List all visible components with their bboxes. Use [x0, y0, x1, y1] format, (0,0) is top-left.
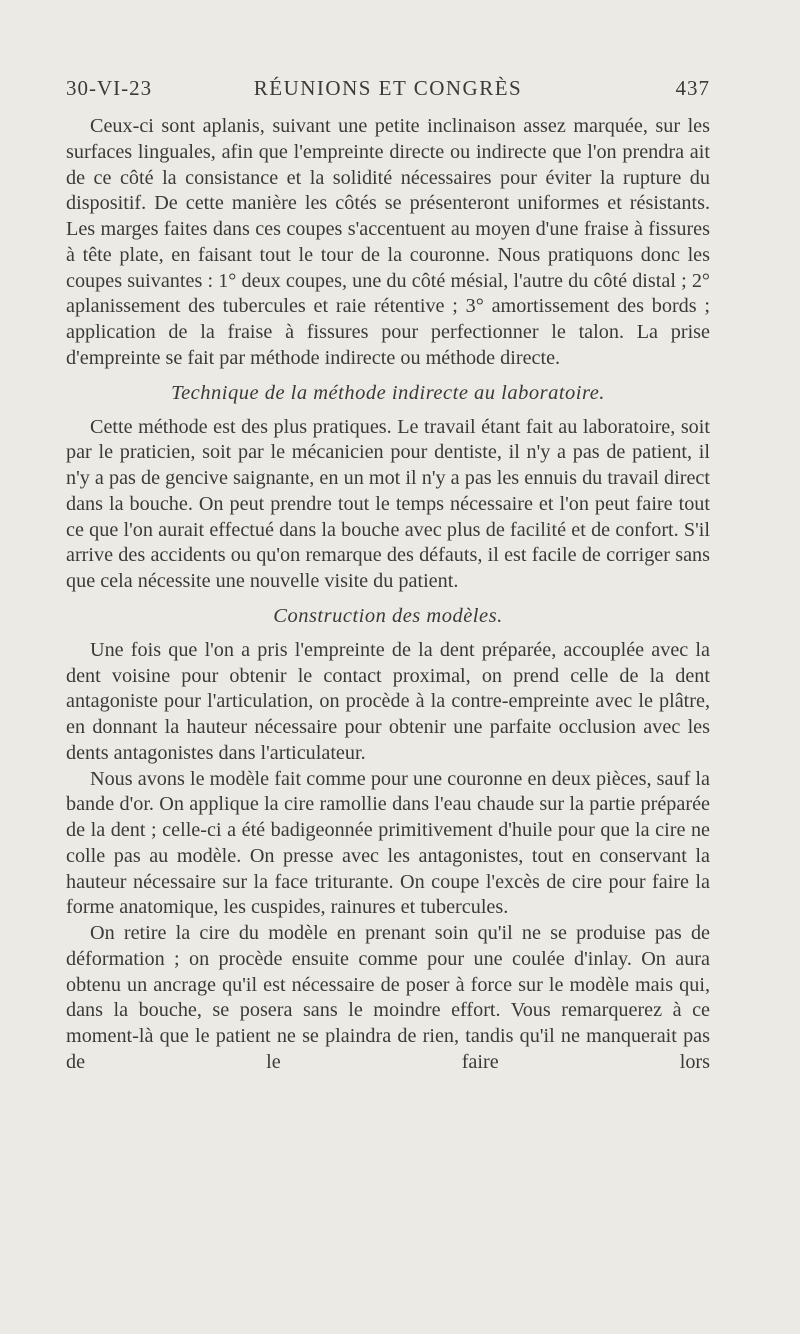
paragraph: Une fois que l'on a pris l'empreinte de la dent préparée, accouplée avec la dent voisine pour obtenir le contact proximal, on prend celle de la dent antagoniste pour l'articulation, on procède à la contre-empreinte avec le plâtre, en donnant la hauteur nécessaire pour obtenir une parfaite occlusion avec les dents antagonistes dans l'articulateur. — [66, 638, 710, 764]
header-page-number: 437 — [675, 76, 710, 100]
header-running-title: RÉUNIONS ET CONGRÈS — [253, 76, 523, 100]
paragraph: On retire la cire du modèle en prenant soin qu'il ne se produise pas de déformation ; on procède ensuite comme pour une coulée d'inlay. On aura obtenu un ancrage qu'il est nécessaire de poser à force sur le modèle mais qui, dans la bouche, se posera sans le moindre effort. Vous remarquerez à ce moment-là que le patient ne se plaindra de rien, tandis qu'il ne manquerait pas de le faire lors — [66, 922, 710, 1073]
paragraph: Ceux-ci sont aplanis, suivant une petite inclinaison assez marquée, sur les surfaces linguales, afin que l'empreinte directe ou indirecte que l'on prendra ait de ce côté la consistance et la solidité nécessaires pour éviter la rupture du dispositif. De cette manière les côtés se présenteront uniformes et résistants. Les marges faites dans ces coupes s'accentuent au moyen d'une fraise à fissures à tête plate, en faisant tout le tour de la couronne. Nous pratiquons donc les coupes suivantes : 1° deux coupes, une du côté mésial, l'autre du côté distal ; 2° aplanissement des tubercules et raie rétentive ; 3° amortissement des bords ; application de la fraise à fissures pour perfectionner le talon. La prise d'empreinte se fait par méthode indirecte ou méthode directe. — [66, 115, 710, 369]
paragraph: Nous avons le modèle fait comme pour une couronne en deux pièces, sauf la bande d'or. On applique la cire ramollie dans l'eau chaude sur la partie préparée de la dent ; celle-ci a été badigeonnée primitivement d'huile pour que la cire ne colle pas au modèle. On presse avec les antagonistes, tout en conservant la hauteur nécessaire sur la face triturante. On coupe l'excès de cire pour faire la forme anatomique, les cuspides, rainures et tubercules. — [66, 767, 710, 919]
section-heading-construction: Construction des modèles. — [273, 604, 503, 627]
page-body — [66, 114, 710, 1076]
section-heading-technique: Technique de la méthode indirecte au laboratoire. — [171, 381, 605, 404]
running-header — [66, 76, 710, 106]
header-date: 30-VI-23 — [66, 76, 153, 100]
paragraph: Cette méthode est des plus pratiques. Le travail étant fait au laboratoire, soit par le praticien, soit par le mécanicien pour dentiste, il n'y a pas de patient, il n'y a pas de gencive saignante, en un mot il n'y a pas les ennuis du travail direct dans la bouche. On peut prendre tout le temps nécessaire et l'on peut faire tout ce que l'on aurait effectué dans la bouche avec plus de facilité et de confort. S'il arrive des accidents ou qu'on remarque des défauts, il est facile de corriger sans que cela nécessite une nouvelle visite du patient. — [66, 415, 710, 592]
